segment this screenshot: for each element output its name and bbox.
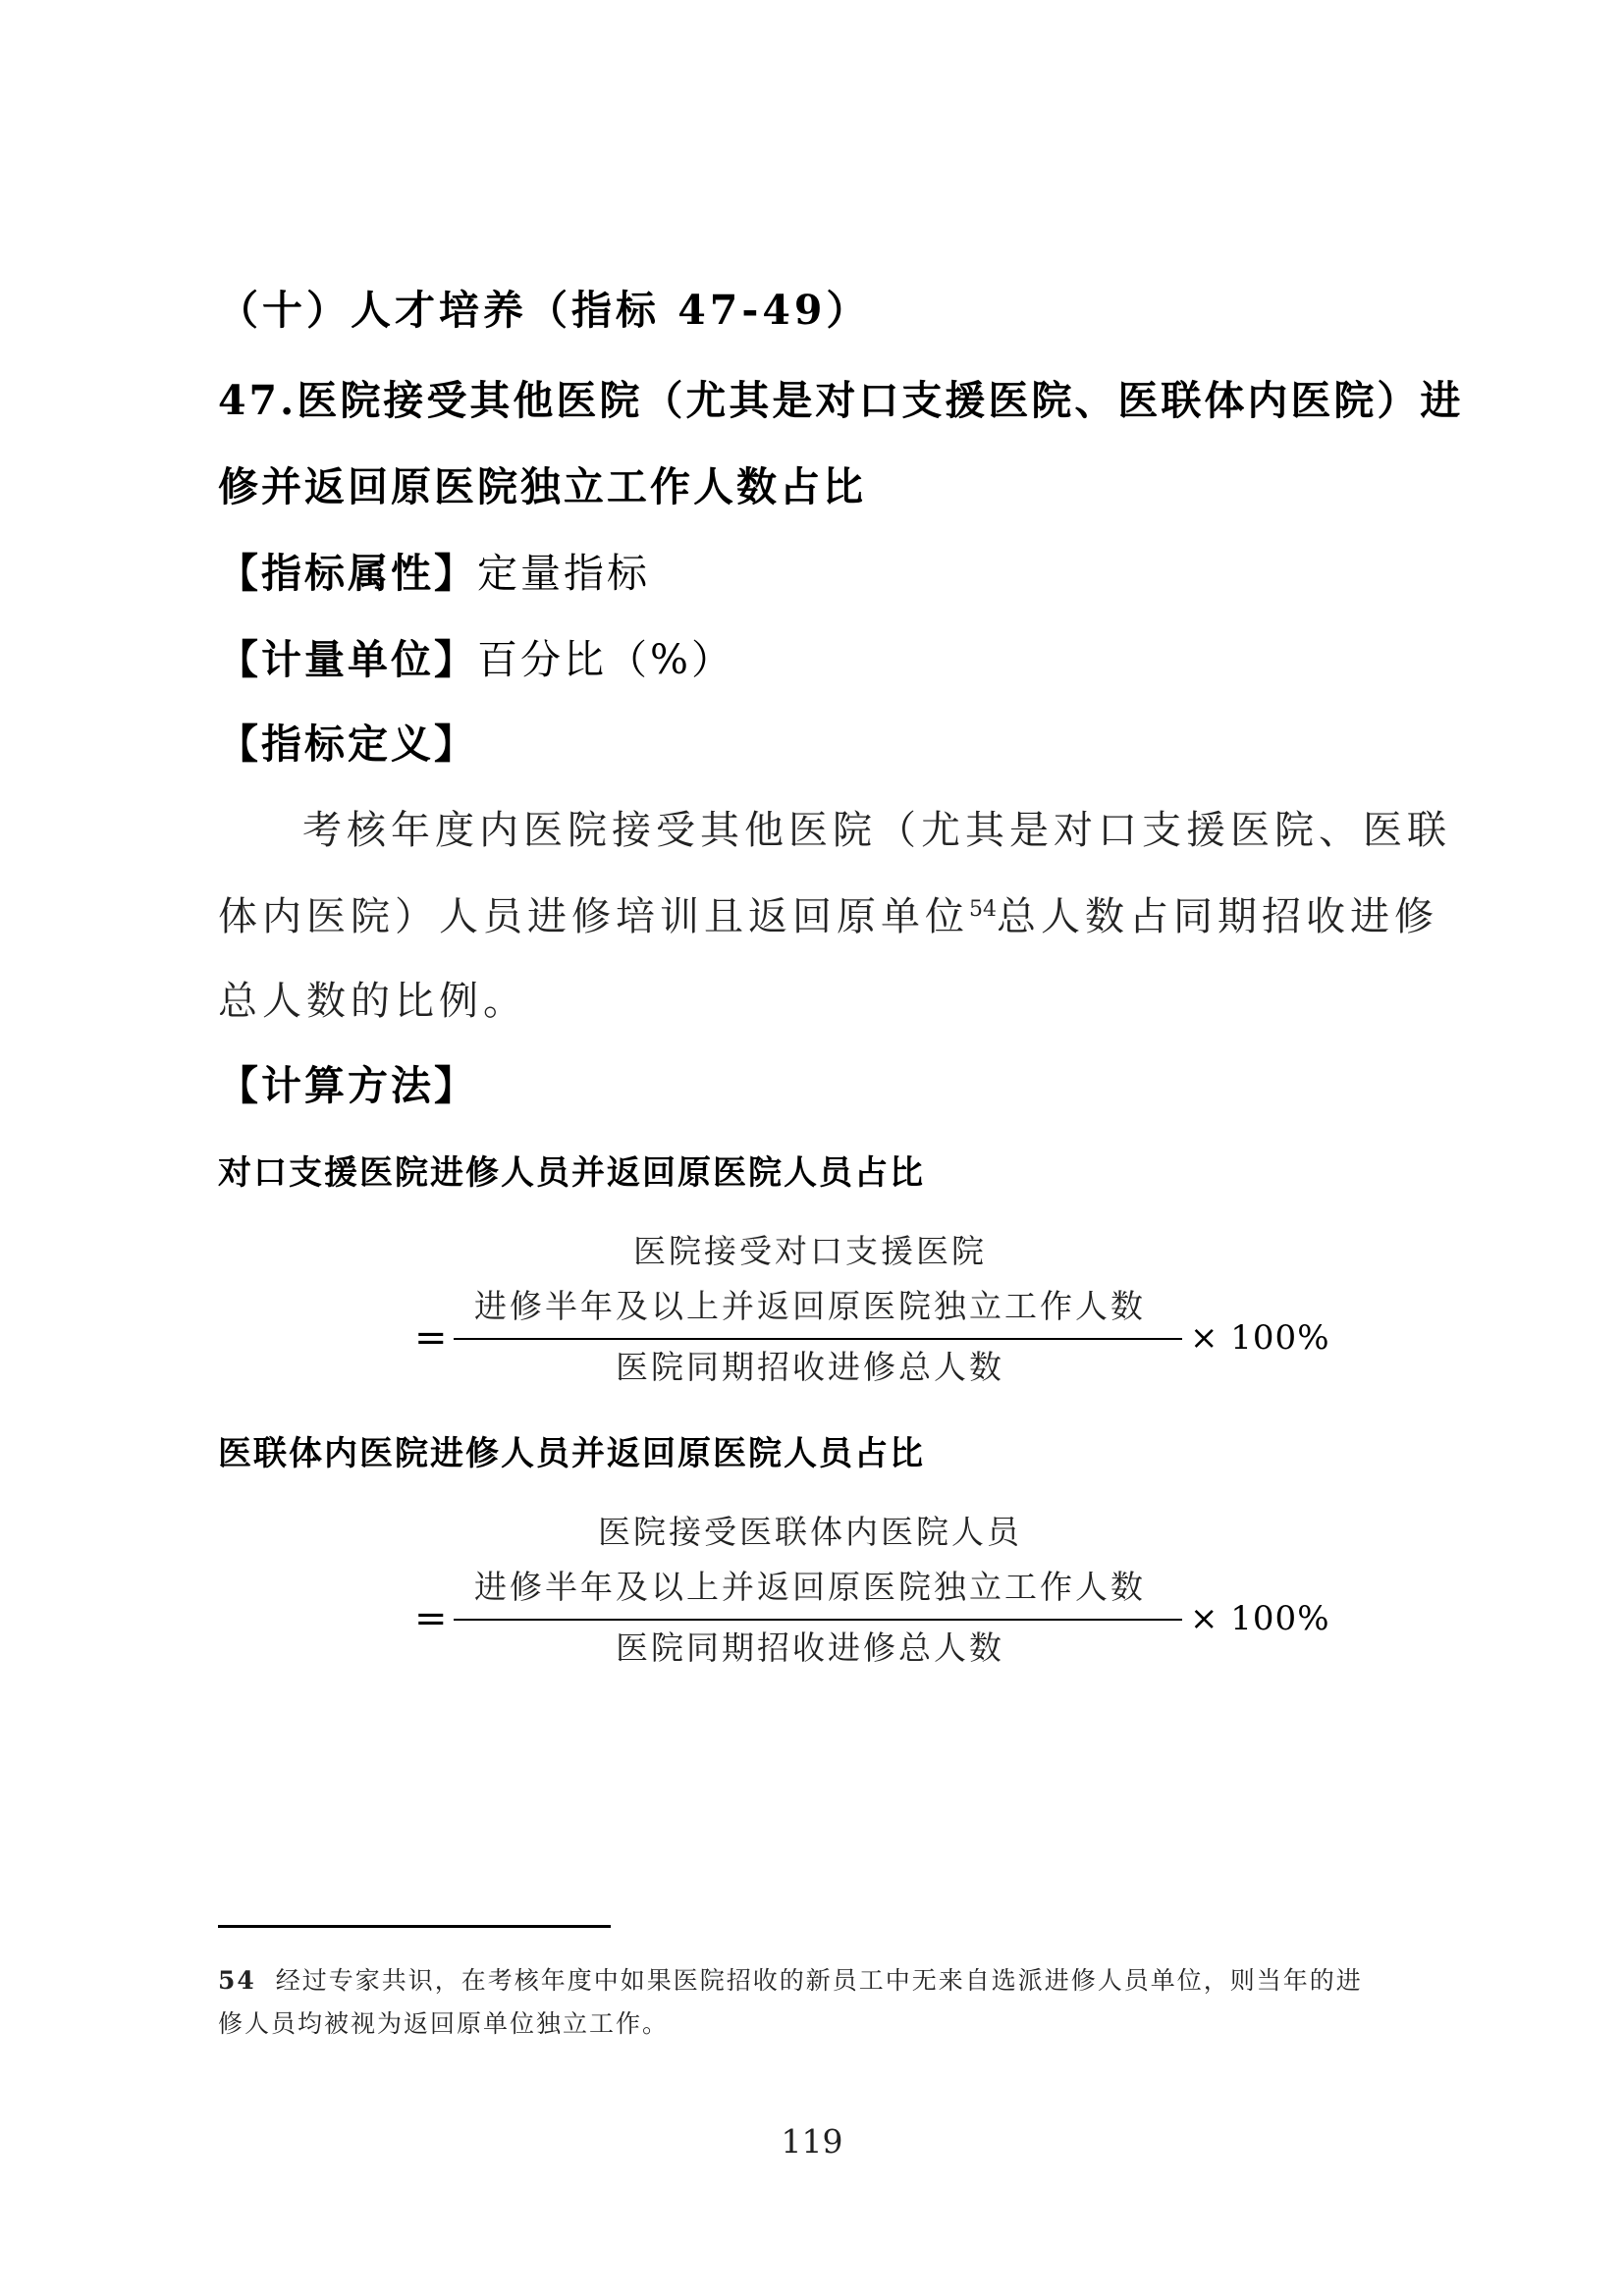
footnote-line1: 54 经过专家共识，在考核年度中如果医院招收的新员工中无来自选派进修人员单位，则当年的进 <box>218 1966 1363 1995</box>
formula1-denominator: 医院同期招收进修总人数 <box>616 1348 1004 1386</box>
attribute-value: 定量指标 <box>477 550 650 597</box>
formula2-equals: = <box>414 1596 448 1641</box>
formula2-numerator-line2: 进修半年及以上并返回原医院独立工作人数 <box>474 1568 1146 1606</box>
section-heading: （十）人才培养（指标 47-49） <box>218 287 871 334</box>
definition-line-3: 总人数的比例。 <box>218 979 527 1024</box>
footnote-number: 54 <box>218 1966 256 1995</box>
formula1-equals: = <box>414 1315 448 1361</box>
definition-line-1: 考核年度内医院接受其他医院（尤其是对口支援医院、医联 <box>302 808 1451 853</box>
page-number: 119 <box>781 2122 843 2161</box>
attribute-row <box>218 544 650 603</box>
formula2-numerator-line1: 医院接受医联体内医院人员 <box>598 1513 1022 1551</box>
formula1-multiplier: × 100% <box>1190 1318 1330 1358</box>
item-title-line1: 47.医院接受其他医院（尤其是对口支援医院、医联体内医院）进 <box>218 377 1464 424</box>
formula2-multiplier: × 100% <box>1190 1599 1330 1638</box>
footnote-line2: 修人员均被视为返回原单位独立工作。 <box>218 2009 670 2038</box>
unit-value: 百分比（%） <box>477 636 734 683</box>
formula1-fraction-bar <box>454 1338 1182 1340</box>
formula2-denominator: 医院同期招收进修总人数 <box>616 1629 1004 1667</box>
unit-row <box>218 630 734 689</box>
method-label: 【计算方法】 <box>218 1062 477 1109</box>
footnote-separator <box>218 1925 611 1928</box>
formula2-title: 医联体内医院进修人员并返回原医院人员占比 <box>218 1434 925 1473</box>
unit-label: 【计量单位】 <box>218 636 477 683</box>
definition-label: 【指标定义】 <box>218 721 477 768</box>
formula1-title: 对口支援医院进修人员并返回原医院人员占比 <box>218 1153 925 1193</box>
item-title-line2: 修并返回原医院独立工作人数占比 <box>218 463 866 510</box>
formula1-numerator-line2: 进修半年及以上并返回原医院独立工作人数 <box>474 1287 1146 1325</box>
footnote-ref: 54 <box>969 897 997 922</box>
definition-line-2: 体内医院）人员进修培训且返回原单位$^{54}$总人数占同期招收进修 <box>218 894 1438 939</box>
attribute-label: 【指标属性】 <box>218 550 477 597</box>
formula1-numerator-line1: 医院接受对口支援医院 <box>633 1232 987 1270</box>
formula2-fraction-bar <box>454 1619 1182 1621</box>
